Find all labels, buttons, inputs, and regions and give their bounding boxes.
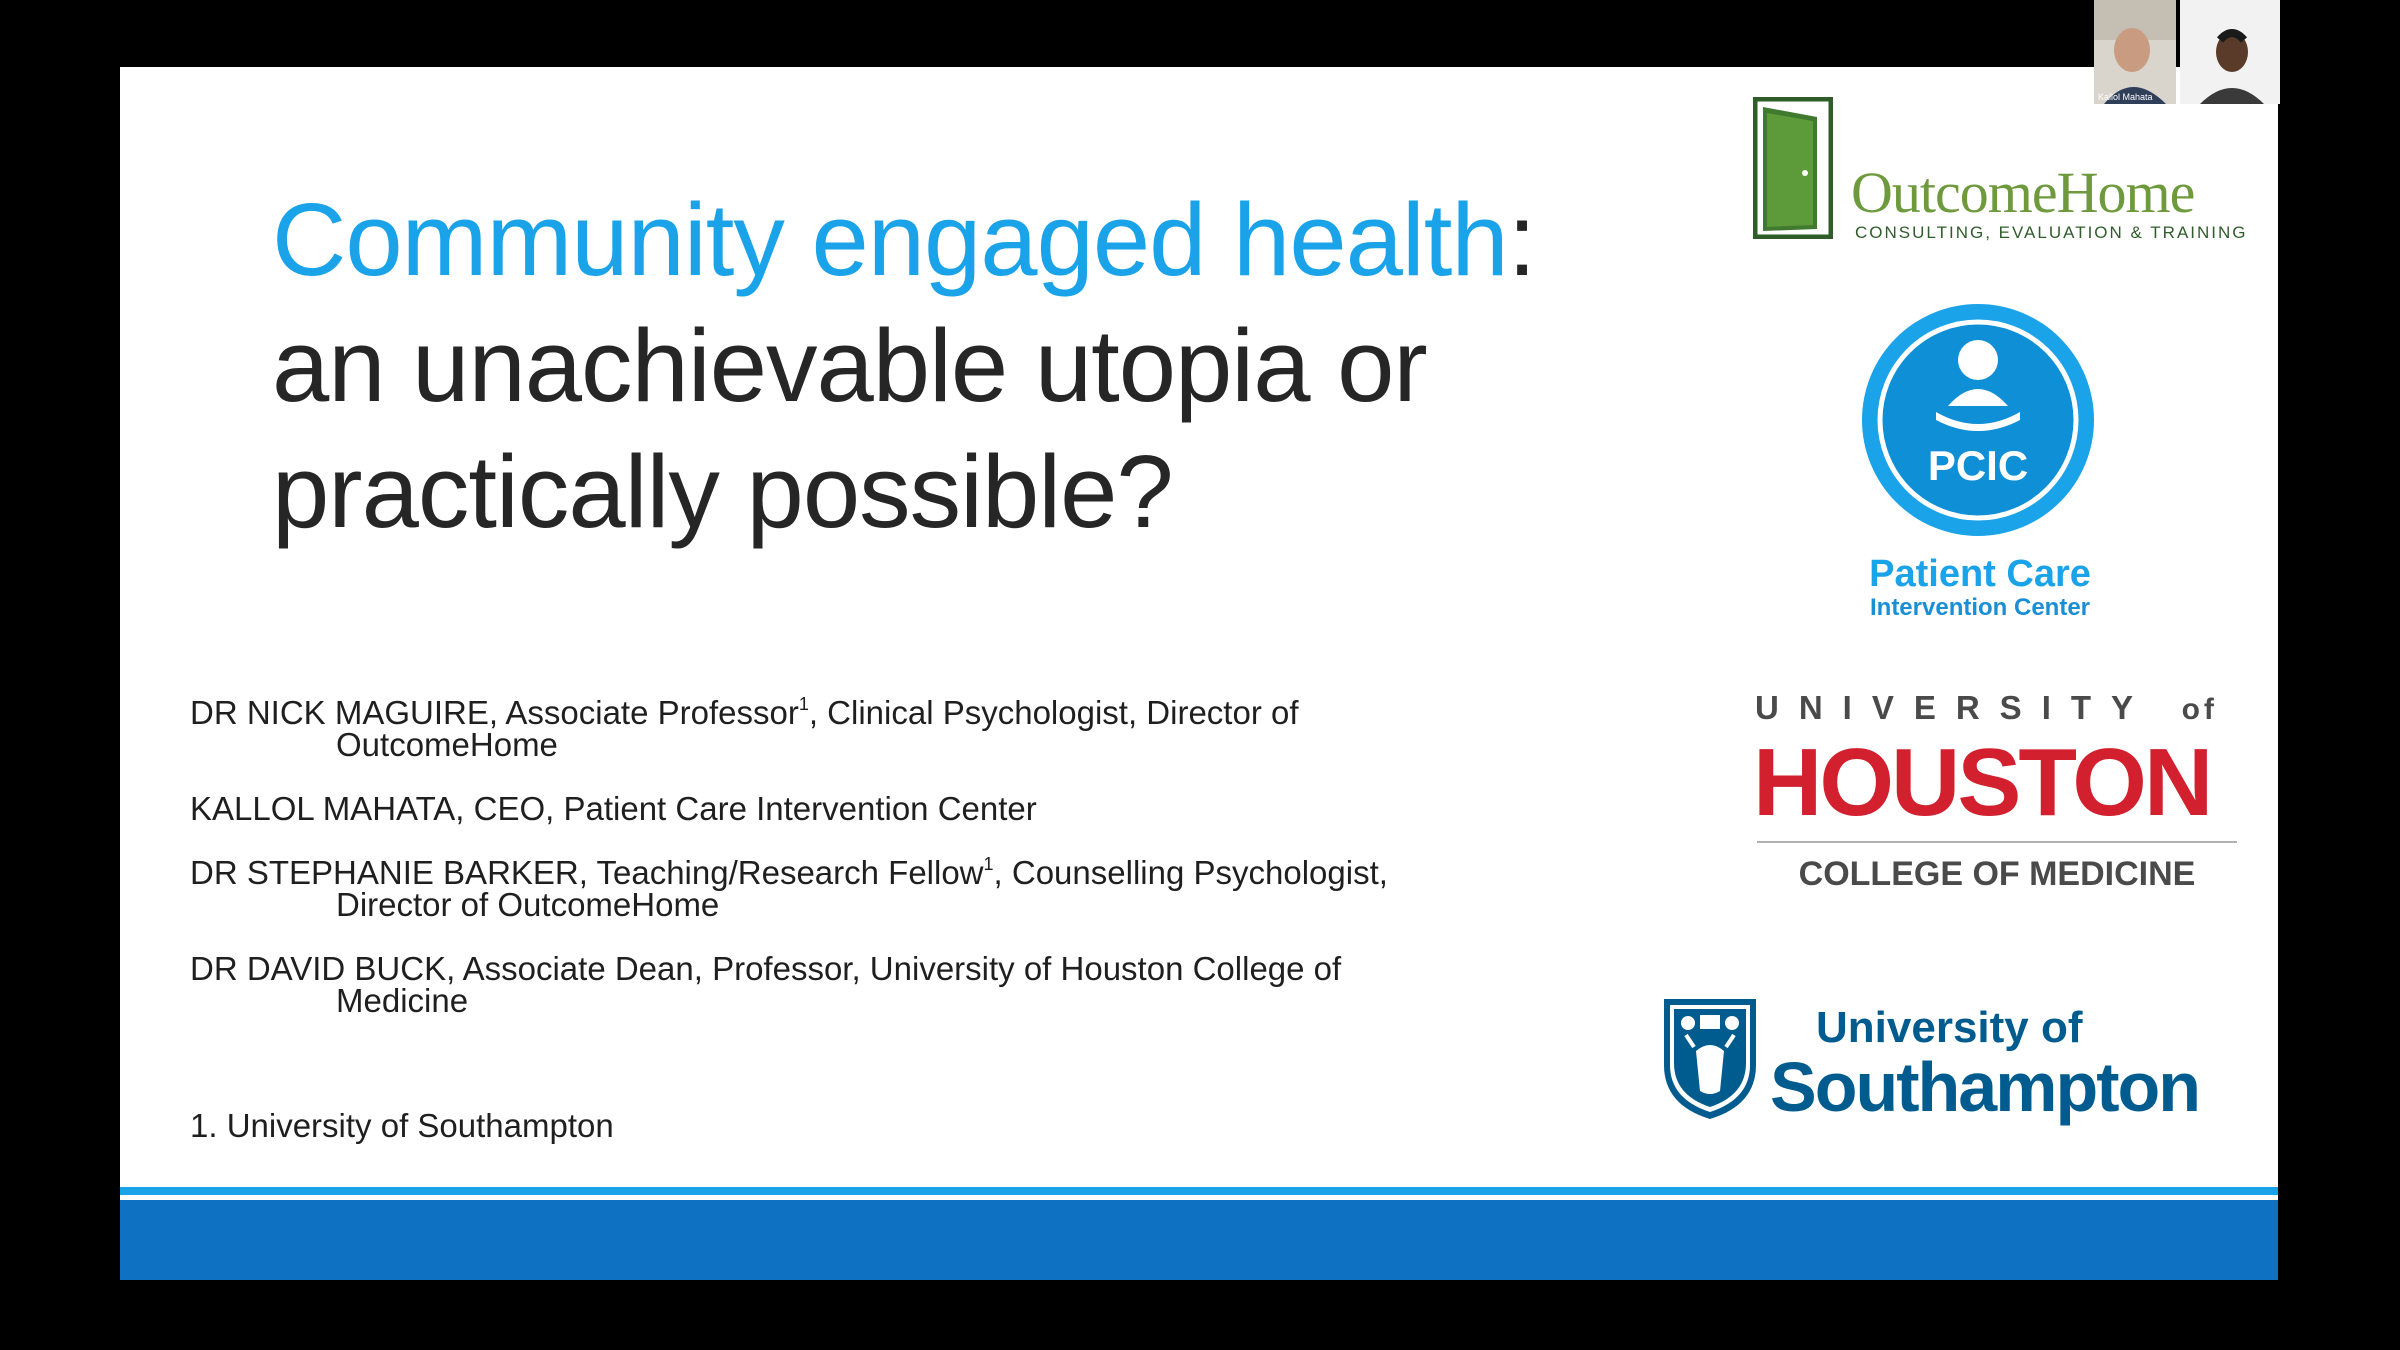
uh-top-line: [1755, 689, 2218, 727]
pcic-badge-text: PCIC: [1927, 442, 2029, 489]
title-colon: :: [1507, 182, 1536, 297]
author-text: DR STEPHANIE BARKER, Teaching/Research Fellow: [190, 854, 984, 891]
author-continuation: OutcomeHome: [336, 726, 558, 763]
author-item: [190, 854, 1490, 923]
author-text-after: , Counselling Psychologist,: [993, 854, 1388, 891]
affiliation-mark: 1: [983, 854, 994, 874]
author-text: DR NICK MAGUIRE, Associate Professor: [190, 694, 799, 731]
door-icon: [1753, 97, 1833, 239]
author-list: [190, 694, 1490, 1049]
southampton-of-text: University of: [1816, 1003, 2083, 1052]
uh-main-text: HOUSTON: [1753, 729, 2211, 836]
person-avatar-icon: [2180, 0, 2280, 104]
uh-of-text: of: [2181, 693, 2218, 726]
footer-band: [120, 1200, 2278, 1280]
outcomehome-name: OutcomeHome: [1851, 160, 2195, 225]
slide-title: [272, 177, 1772, 555]
southampton-name: Southampton: [1770, 1048, 2200, 1126]
author-text: KALLOL MAHATA, CEO, Patient Care Intervention Center: [190, 790, 1037, 827]
uh-college-text: COLLEGE OF MEDICINE: [1798, 855, 2196, 893]
title-highlight: Community engaged health: [272, 182, 1508, 297]
outcomehome-tagline: CONSULTING, EVALUATION & TRAINING: [1855, 223, 2248, 242]
pcic-name: Patient Care: [1869, 553, 2091, 595]
footnote: 1. University of Southampton: [190, 1107, 614, 1144]
outcomehome-logo: [1753, 97, 2253, 247]
author-text: DR DAVID BUCK, Associate Dean, Professor, University of Houston College of: [190, 950, 1342, 987]
pcic-subname: Intervention Center: [1869, 594, 2091, 621]
author-item: [190, 950, 1490, 1019]
author-text-after: , Clinical Psychologist, Director of: [808, 694, 1299, 731]
uh-divider: [1757, 841, 2237, 843]
title-line-3: practically possible?: [272, 434, 1173, 549]
pcic-logo: [1840, 302, 2140, 682]
uh-university-text: UNIVERSITY: [1755, 689, 2153, 726]
participant-name: Kallol Mahata: [2098, 92, 2153, 102]
participant-video[interactable]: [2180, 0, 2280, 104]
participant-video[interactable]: [2094, 0, 2176, 104]
author-item: [190, 790, 1490, 827]
shield-crest-icon: [1660, 995, 1760, 1123]
author-continuation: Director of OutcomeHome: [336, 886, 720, 923]
pcic-badge-icon: [1860, 302, 2096, 538]
person-avatar-icon: [2094, 0, 2176, 104]
title-line-1: [272, 177, 1772, 303]
affiliation-mark: 1: [798, 694, 809, 714]
author-continuation: Medicine: [336, 982, 469, 1019]
author-item: [190, 694, 1490, 763]
southampton-logo: [1660, 995, 2260, 1195]
presentation-slide: [120, 67, 2278, 1280]
uh-logo: [1735, 689, 2235, 929]
footer-accent-stripe: [120, 1187, 2278, 1195]
title-line-2: an unachievable utopia or: [272, 308, 1427, 423]
